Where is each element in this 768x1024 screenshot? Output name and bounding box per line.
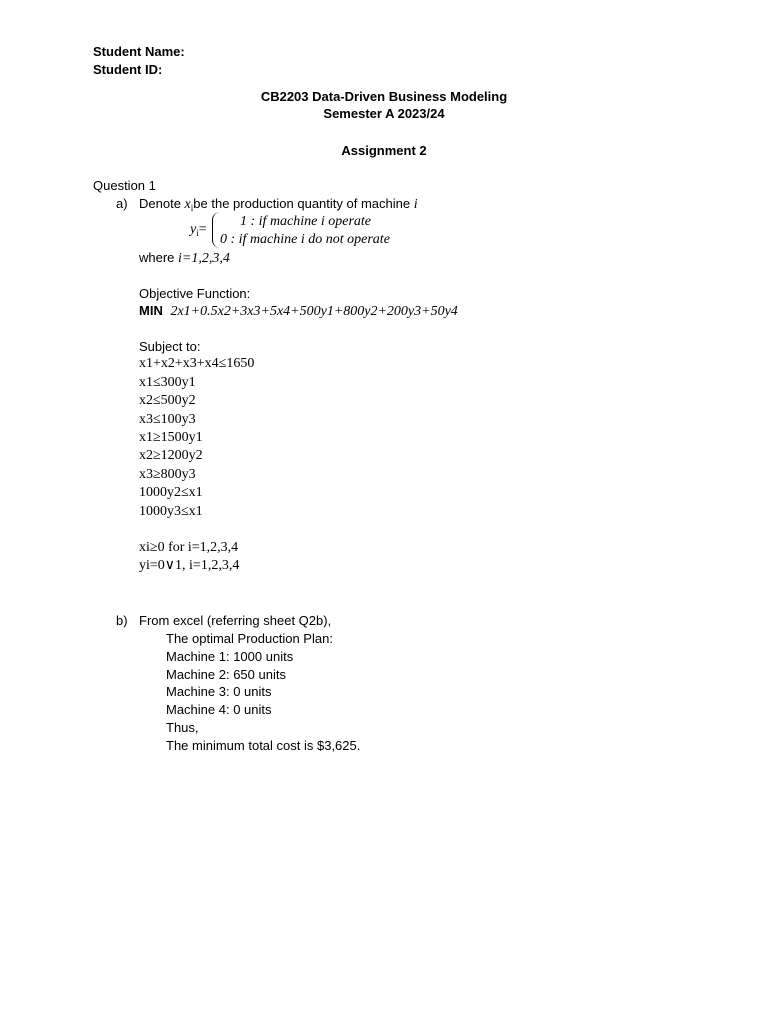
machine-result: Machine 1: 1000 units bbox=[166, 649, 294, 664]
constraint: x2≥1200y2 bbox=[139, 448, 203, 463]
constraint: x1+x2+x3+x4≤1650 bbox=[139, 356, 255, 371]
where-expression: i=1,2,3,4 bbox=[178, 251, 230, 266]
part-b-intro: From excel (referring sheet Q2b), bbox=[139, 613, 332, 628]
student-name-label: Student Name: bbox=[93, 44, 185, 59]
constraint: x3≥800y3 bbox=[139, 467, 196, 482]
case-operate: 1 : if machine i operate bbox=[240, 214, 372, 229]
objective-expression: 2x1+0.5x2+3x3+5x4+500y1+800y2+200y3+50y4 bbox=[170, 304, 458, 319]
denote-variable: $x_i$ bbox=[184, 197, 194, 213]
assignment-title: Assignment 2 bbox=[341, 143, 427, 158]
subject-to-label: Subject to: bbox=[139, 339, 201, 354]
machine-result: Machine 4: 0 units bbox=[166, 702, 272, 717]
min-label: MIN bbox=[139, 303, 163, 318]
constraint: x1≥1500y1 bbox=[139, 430, 203, 445]
denote-line bbox=[139, 196, 418, 213]
nonnegativity-constraint: xi≥0 for i=1,2,3,4 bbox=[139, 540, 239, 555]
machine-result: Machine 3: 0 units bbox=[166, 684, 272, 699]
y-definition: $y_i=$ bbox=[190, 222, 207, 238]
constraint: 1000y2≤x1 bbox=[139, 485, 203, 500]
thus-label: Thus, bbox=[166, 720, 199, 735]
denote-text: be the production quantity of machine bbox=[193, 196, 411, 211]
minimum-cost-conclusion: The minimum total cost is $3,625. bbox=[166, 738, 361, 753]
constraint: x2≤500y2 bbox=[139, 393, 196, 408]
constraint: x3≤100y3 bbox=[139, 412, 196, 427]
denote-end: i bbox=[413, 197, 418, 212]
where-line: where i=1,2,3,4 bbox=[139, 250, 230, 266]
semester-title: Semester A 2023/24 bbox=[323, 106, 445, 121]
constraint: 1000y3≤x1 bbox=[139, 504, 203, 519]
denote-prefix: Denote bbox=[139, 196, 181, 211]
part-a-marker: a) bbox=[116, 196, 128, 211]
production-plan-heading: The optimal Production Plan: bbox=[166, 631, 333, 646]
course-title: CB2203 Data-Driven Business Modeling bbox=[260, 89, 508, 104]
part-b-marker: b) bbox=[116, 613, 128, 628]
case-not-operate: 0 : if machine i do not operate bbox=[220, 232, 390, 247]
machine-result: Machine 2: 650 units bbox=[166, 667, 286, 682]
question-label: Question 1 bbox=[93, 178, 156, 193]
objective-line bbox=[139, 303, 458, 320]
binary-constraint: yi=0∨1, i=1,2,3,4 bbox=[139, 558, 240, 573]
constraint: x1≤300y1 bbox=[139, 375, 196, 390]
objective-label: Objective Function: bbox=[139, 286, 251, 301]
student-id-label: Student ID: bbox=[93, 62, 163, 77]
